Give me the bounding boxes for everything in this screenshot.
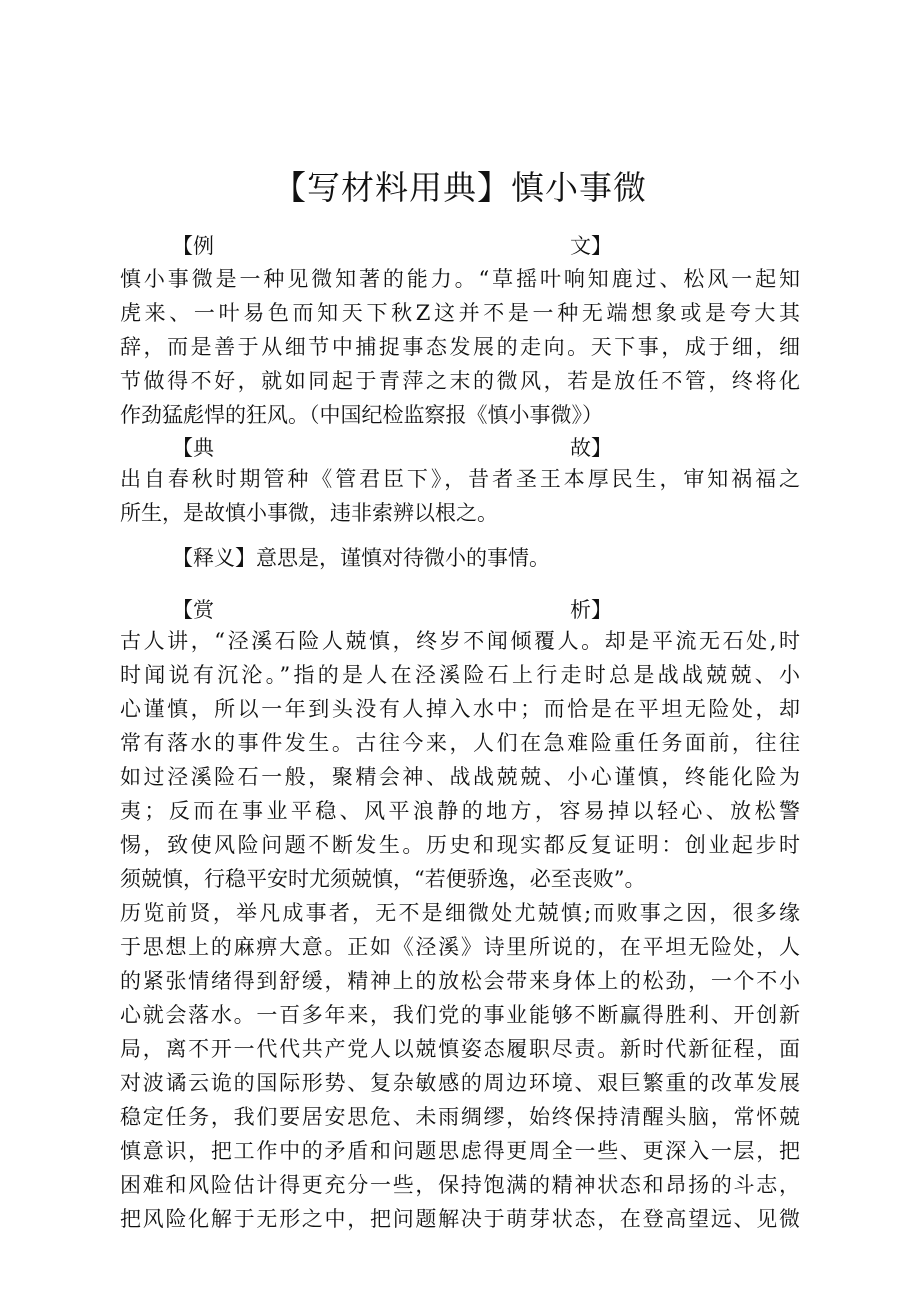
analysis-line: 惕，致使风险问题不断发生。历史和现实都反复证明：创业起步时 [120, 833, 800, 857]
source-line: 所生，是故慎小事微，违非索辨以根之。 [120, 501, 498, 525]
analysis-line: 时闻说有沉沦。”指的是人在泾溪险石上行走时总是战战兢兢、小 [120, 663, 800, 687]
example-heading-right: 文】 [570, 234, 612, 258]
example-line: 慎小事微是一种见微知著的能力。“草摇叶响知鹿过、松风一起知 [120, 267, 800, 291]
analysis-paragraph [120, 624, 800, 1236]
analysis-line: 于思想上的麻痹大意。正如《泾溪》诗里所说的，在平坦无险处，人 [120, 935, 800, 959]
analysis-line: 古人讲，“泾溪石险人兢慎，终岁不闻倾覆人。却是平流无石处,时 [120, 629, 800, 653]
source-paragraph [120, 462, 800, 530]
analysis-line: 心就会落水。一百多年来，我们党的事业能够不断赢得胜利、开创新 [120, 1003, 800, 1027]
analysis-line: 对波谲云诡的国际形势、复杂敏感的周边环境、艰巨繁重的改革发展 [120, 1071, 800, 1095]
analysis-line: 把风险化解于无形之中，把问题解决于萌芽状态，在登高望远、见微 [120, 1207, 800, 1231]
analysis-line: 如过泾溪险石一般，聚精会神、战战兢兢、小心谨慎，终能化险为 [120, 765, 800, 789]
analysis-heading-right: 析】 [570, 598, 612, 622]
example-line: 辞，而是善于从细节中捕捉事态发展的走向。天下事，成于细，细 [120, 335, 800, 359]
example-heading [172, 230, 612, 262]
analysis-line: 的紧张情绪得到舒缓，精神上的放松会带来身体上的松劲，一个不小 [120, 969, 800, 993]
analysis-line: 常有落水的事件发生。古往今来，人们在急难险重任务面前，往往 [120, 731, 800, 755]
example-line: 节做得不好，就如同起于青萍之末的微风，若是放任不管，终将化 [120, 369, 800, 393]
analysis-line: 夷；反而在事业平稳、风平浪静的地方，容易掉以轻心、放松警 [120, 799, 800, 823]
analysis-line: 慎意识，把工作中的矛盾和问题思虑得更周全一些、更深入一层，把 [120, 1139, 800, 1163]
source-line: 出自春秋时期管种《管君臣下》，昔者圣王本厚民生，审知祸福之 [120, 467, 800, 491]
analysis-line: 心谨慎，所以一年到头没有人掉入水中；而恰是在平坦无险处，却 [120, 697, 800, 721]
source-heading [172, 432, 612, 464]
meaning-line: 【释义】意思是，谨慎对待微小的事情。 [172, 546, 550, 570]
analysis-line: 历览前贤，举凡成事者，无不是细微处尤兢慎;而败事之因，很多缘 [120, 901, 800, 925]
source-heading-left: 【典 [172, 436, 214, 460]
analysis-heading [172, 594, 612, 626]
example-line: 作劲猛彪悍的狂风。（中国纪检监察报《慎小事微》） [120, 403, 603, 427]
example-heading-left: 【例 [172, 234, 214, 258]
analysis-heading-left: 【赏 [172, 598, 214, 622]
analysis-line: 局，离不开一代代共产党人以兢慎姿态履职尽责。新时代新征程，面 [120, 1037, 800, 1061]
source-heading-right: 故】 [570, 436, 612, 460]
example-line: 虎来、一叶易色而知天下秋Z这并不是一种无端想象或是夸大其 [120, 301, 800, 325]
analysis-line: 稳定任务，我们要居安思危、未雨绸缪，始终保持清醒头脑，常怀兢 [120, 1105, 800, 1129]
analysis-line: 困难和风险估计得更充分一些，保持饱满的精神状态和昂扬的斗志， [120, 1173, 800, 1197]
page-title: 【写材料用典】慎小事微 [273, 168, 647, 207]
example-paragraph [120, 262, 800, 432]
analysis-line: 须兢慎，行稳平安时尤须兢慎，“若便骄逸，必至丧败”。 [120, 867, 646, 891]
